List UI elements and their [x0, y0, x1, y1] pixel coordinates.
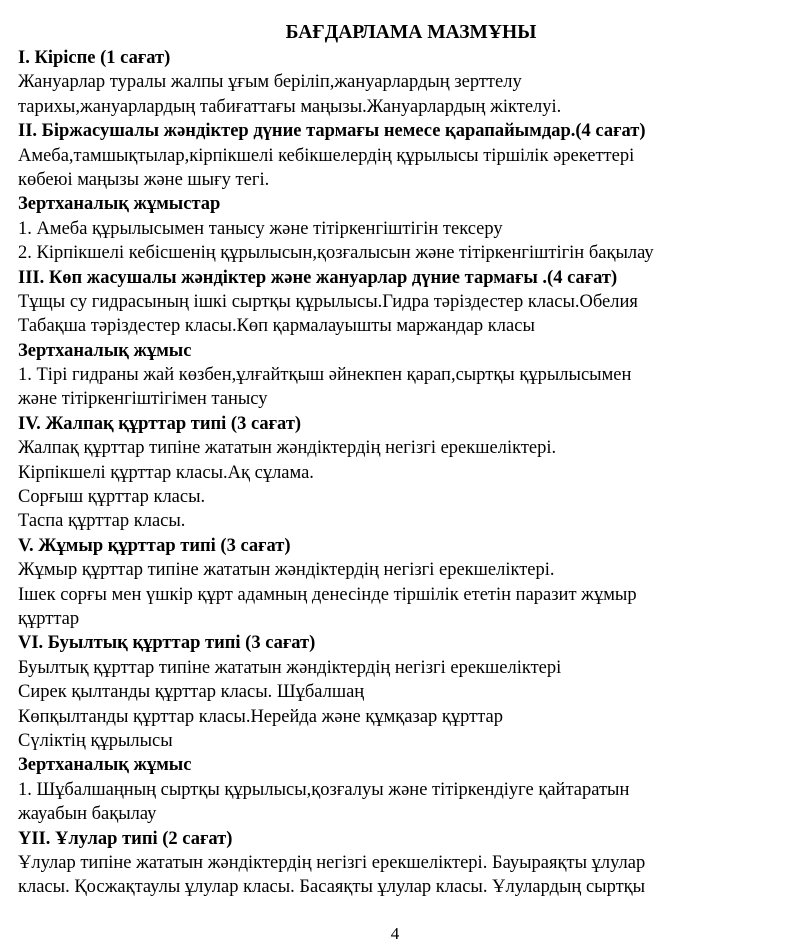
document-title: БАҒДАРЛАМА МАЗМҰНЫ [285, 22, 537, 43]
section-heading: Зертханалық жұмыс [18, 340, 192, 361]
body-text-line: Табақша тәріздестер класы.Көп қармалауышты маржандар класы [18, 316, 535, 337]
body-text-line: Амеба,тамшықтылар,кірпікшелі кебікшелердің құрылысы тіршілік әрекеттері [18, 145, 635, 166]
body-text-line: Ішек сорғы мен үшкір құрт адамның денесінде тіршілік ететін паразит жұмыр [18, 584, 637, 605]
body-text-line: Жануарлар туралы жалпы ұғым беріліп,жануарлардың зерттелу [18, 72, 522, 93]
body-text-line: 1. Амеба құрылысымен танысу және тітіркенгіштігін тексеру [18, 218, 503, 239]
body-text-line: Кірпікшелі құрттар класы.Ақ сұлама. [18, 462, 314, 483]
section-heading: Зертханалық жұмыс [18, 755, 192, 776]
body-text-line: 1. Шұбалшаңның сыртқы құрылысы,қозғалуы және тітіркендіуге қайтаратын [18, 779, 630, 800]
body-text-line: Жалпақ құрттар типіне жататын жәндіктердің негізгі ерекшеліктері. [18, 438, 557, 459]
body-text-line: құрттар [18, 608, 80, 629]
page-number: 4 [390, 924, 400, 943]
section-heading: V. Жұмыр құрттар типі (3 сағат) [18, 535, 291, 556]
body-text-line: класы. Қосжақтаулы ұлулар класы. Басаяқты ұлулар класы. Ұлулардың сыртқы [18, 877, 646, 898]
body-text-line: Буылтық құрттар типіне жататын жәндіктердің негізгі ерекшеліктері [18, 657, 562, 678]
document-page [18, 20, 804, 900]
section-heading: IV. Жалпақ құрттар типі (3 сағат) [18, 413, 302, 434]
body-text-line: тарихы,жануарлардың табиғаттағы маңызы.Жануарлардың жіктелуі. [18, 96, 562, 117]
section-heading: I. Кіріспе (1 сағат) [18, 48, 171, 68]
section-heading: ҮІІ. Ұлулар типі (2 сағат) [18, 828, 233, 849]
section-heading: Зертханалық жұмыстар [18, 194, 221, 215]
body-text-line: Сорғыш құрттар класы. [18, 487, 206, 508]
section-heading: II. Біржасушалы жәндіктер дүние тармағы немесе қарапайымдар.(4 сағат) [18, 121, 646, 142]
body-text-line: Жұмыр құрттар типіне жататын жәндіктердің негізгі ерекшеліктері. [18, 560, 555, 581]
document-body [18, 46, 804, 900]
body-text-line: Сирек қылтанды құрттар класы. Шұбалшаң [18, 682, 365, 703]
body-text-line: Көпқылтанды құрттар класы.Нерейда және құмқазар құрттар [18, 706, 504, 727]
body-text-line: Тұщы су гидрасының ішкі сыртқы құрылысы.Гидра тәріздестер класы.Обелия [18, 291, 638, 312]
body-text-line: көбеюі маңызы және шығу тегі. [18, 169, 270, 190]
body-text-line: 1. Тірі гидраны жай көзбен,ұлғайтқыш әйнекпен қарап,сыртқы құрылысымен [18, 365, 632, 386]
section-heading: III. Көп жасушалы жәндіктер және жануарлар дүние тармағы .(4 сағат) [18, 267, 618, 288]
body-text-line: 2. Кірпікшелі кебісшенің құрылысын,қозғалысын және тітіркенгіштігін бақылау [18, 243, 654, 264]
section-heading: VI. Буылтық құрттар типі (3 сағат) [18, 633, 316, 654]
body-text-line: жауабын бақылау [18, 804, 157, 825]
body-text-line: Таспа құрттар класы. [18, 511, 186, 532]
body-text-line: және тітіркенгіштігімен танысу [18, 389, 268, 410]
body-text-line: Сүліктің құрылысы [18, 730, 173, 751]
body-text-line: Ұлулар типіне жататын жәндіктердің негізгі ерекшеліктері. Бауыраяқты ұлулар [18, 852, 646, 873]
